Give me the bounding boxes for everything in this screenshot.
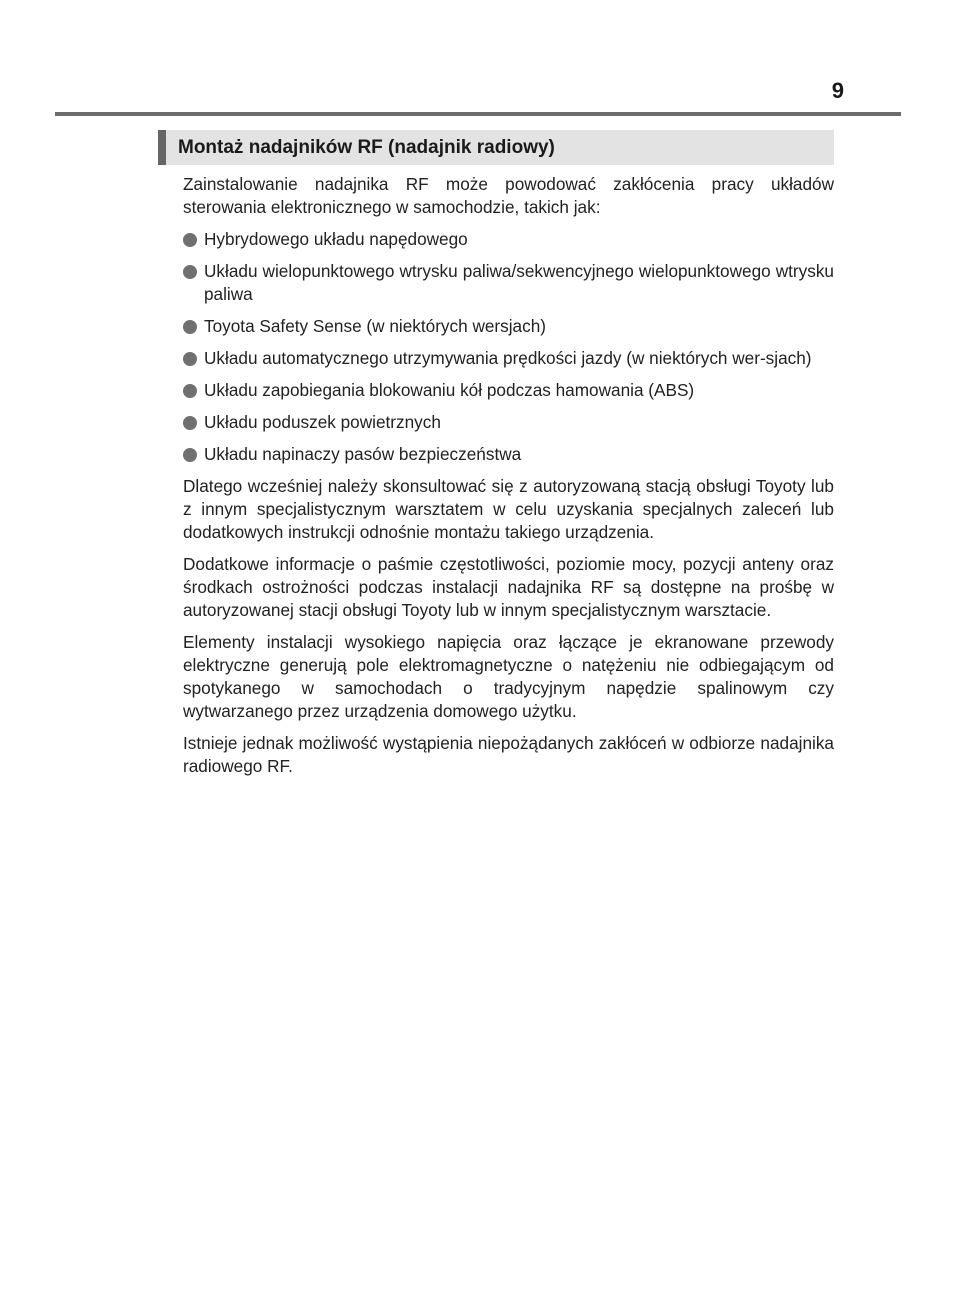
- list-item: [183, 443, 834, 466]
- bullet-icon: [183, 352, 197, 366]
- list-item-text: Układu napinaczy pasów bezpieczeństwa: [204, 444, 522, 464]
- list-item: [183, 411, 834, 434]
- list-item-text: Hybrydowego układu napędowego: [204, 229, 468, 249]
- header-rule: [55, 112, 901, 116]
- page-number: 9: [831, 78, 844, 103]
- list-item-text: Toyota Safety Sense (w niektórych wersjach): [204, 316, 546, 336]
- list-item: [183, 260, 834, 306]
- list-item: [183, 315, 834, 338]
- list-item: [183, 379, 834, 402]
- intro-paragraph: Zainstalowanie nadajnika RF może powodować zakłócenia pracy układów sterowania elektronicznego w samochodzie, takich jak:: [183, 174, 834, 217]
- list-item-text: Układu poduszek powietrznych: [204, 412, 441, 432]
- section-body: [183, 173, 834, 787]
- bullet-list: [183, 228, 834, 466]
- bullet-icon: [183, 233, 197, 247]
- bullet-icon: [183, 320, 197, 334]
- list-item: [183, 347, 834, 370]
- body-paragraph: Dodatkowe informacje o paśmie częstotliwości, poziomie mocy, pozycji anteny oraz środkach ostrożności podczas instalacji nadajnika RF są dostępne na prośbę w autoryzowanej stacji obsługi Toyoty lub w innym specjalistycznym warsztacie.: [183, 554, 834, 620]
- bullet-icon: [183, 448, 197, 462]
- section-heading: Montaż nadajników RF (nadajnik radiowy): [158, 130, 834, 165]
- body-paragraph: Dlatego wcześniej należy skonsultować się z autoryzowaną stacją obsługi Toyoty lub z innym specjalistycznym warsztatem w celu uzyskania specjalnych zaleceń lub dodatkowych instrukcji odnośnie montażu takiego urządzenia.: [183, 476, 834, 542]
- list-item-text: Układu zapobiegania blokowaniu kół podczas hamowania (ABS): [204, 380, 695, 400]
- list-item-text: Układu wielopunktowego wtrysku paliwa/sekwencyjnego wielopunktowego wtrysku paliwa: [204, 261, 834, 304]
- body-paragraph: Istnieje jednak możliwość wystąpienia niepożądanych zakłóceń w odbiorze nadajnika radiowego RF.: [183, 733, 834, 776]
- list-item: [183, 228, 834, 251]
- bullet-icon: [183, 265, 197, 279]
- body-paragraph: Elementy instalacji wysokiego napięcia oraz łączące je ekranowane przewody elektryczne generują pole elektromagnetyczne o natężeniu nie odbiegającym od spotykanego w samochodach o tradycyjnym napędzie spalinowym czy wytwarzanego przez urządzenia domowego użytku.: [183, 632, 834, 721]
- bullet-icon: [183, 384, 197, 398]
- list-item-text: Układu automatycznego utrzymywania prędkości jazdy (w niektórych wer-sjach): [204, 348, 812, 368]
- bullet-icon: [183, 416, 197, 430]
